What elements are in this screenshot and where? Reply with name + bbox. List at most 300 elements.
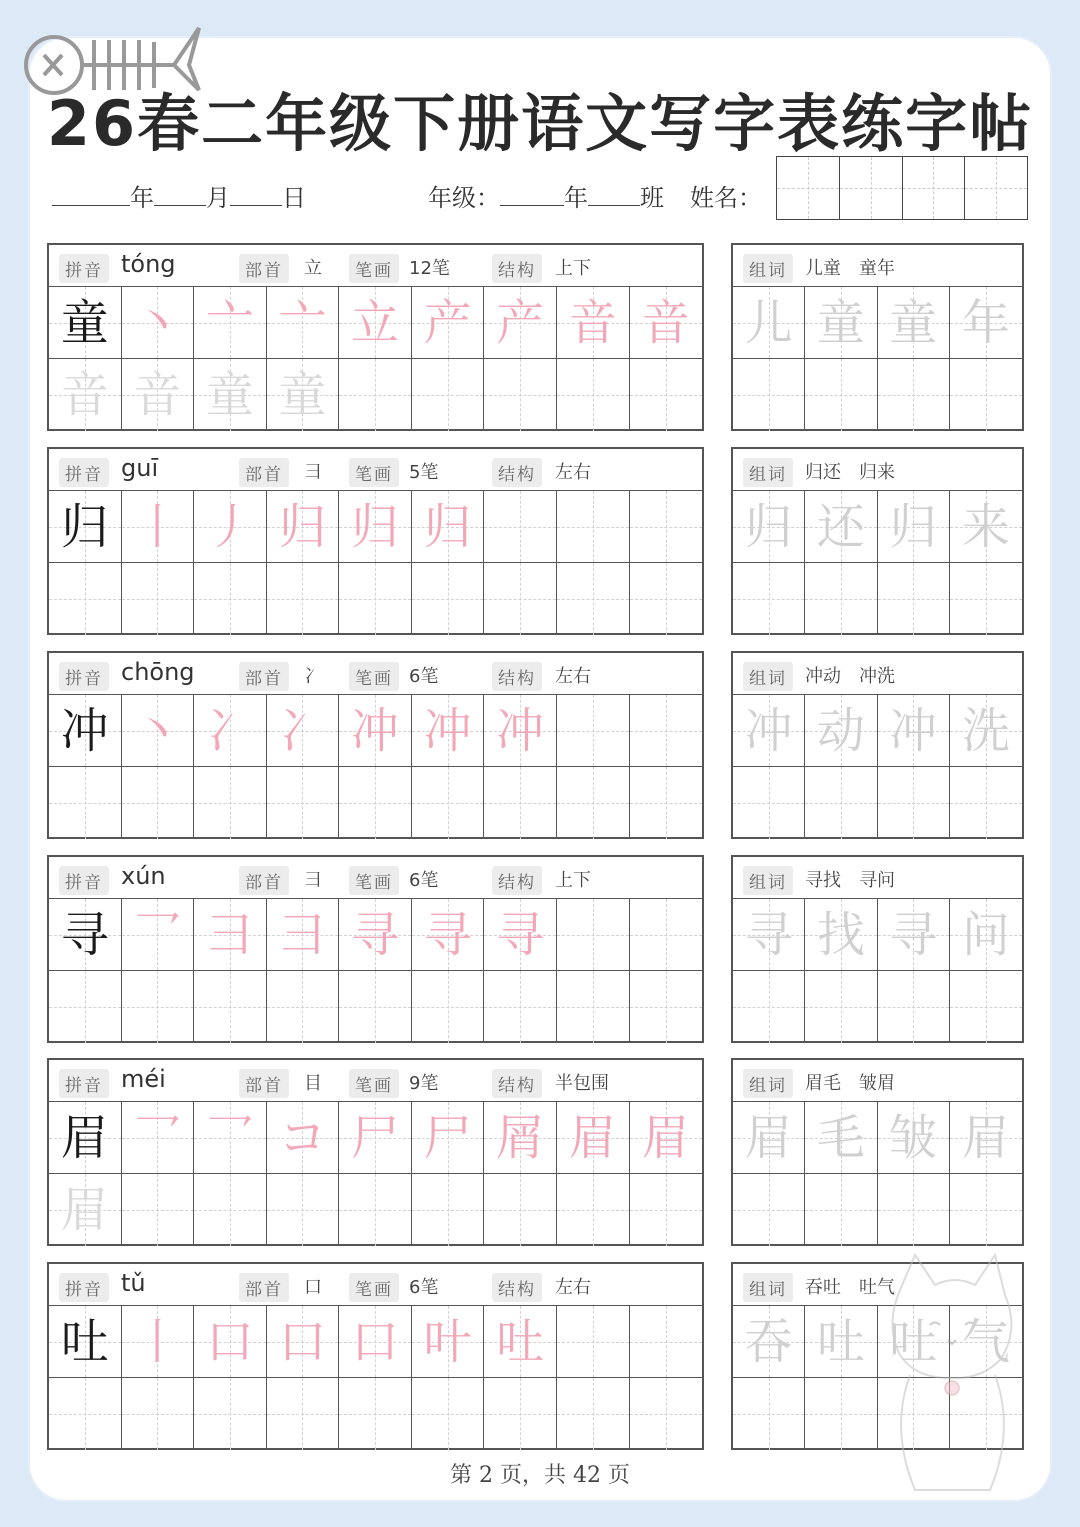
pinyin-value: tóng xyxy=(121,250,176,278)
stroke-trace: 归 xyxy=(278,498,327,555)
writing-cell[interactable] xyxy=(122,1306,195,1377)
structure-tag: 结构 xyxy=(492,1069,542,1098)
writing-cell[interactable] xyxy=(484,359,557,431)
writing-cell[interactable] xyxy=(267,971,340,1043)
stroke-trace: 寻 xyxy=(496,906,545,963)
writing-cell[interactable] xyxy=(412,1102,485,1173)
words-value: 寻找 寻问 xyxy=(805,870,895,891)
writing-cell[interactable] xyxy=(557,287,630,358)
word-cell[interactable] xyxy=(733,695,805,766)
word-cell[interactable] xyxy=(950,899,1022,970)
writing-cell[interactable] xyxy=(484,563,557,635)
day-label: 日 xyxy=(282,184,306,212)
structure-value: 左右 xyxy=(555,462,591,483)
writing-cell[interactable] xyxy=(339,1378,412,1450)
word-practice-grid xyxy=(731,651,1024,839)
stroke-trace: 冲 xyxy=(423,702,472,759)
writing-cell[interactable] xyxy=(267,695,340,766)
writing-cell[interactable] xyxy=(557,971,630,1043)
radical-tag: 部首 xyxy=(239,1069,289,1098)
stroke-trace: 口 xyxy=(278,1313,327,1370)
writing-cell[interactable] xyxy=(194,1306,267,1377)
practice-row xyxy=(49,767,702,839)
word-cell[interactable] xyxy=(878,491,950,562)
writing-cell[interactable] xyxy=(49,767,122,839)
writing-cell[interactable] xyxy=(339,359,412,431)
word-cell[interactable] xyxy=(950,491,1022,562)
writing-cell[interactable] xyxy=(194,359,267,431)
writing-cell[interactable] xyxy=(630,491,703,562)
practice-grid xyxy=(47,447,704,635)
stroke-trace: 吐 xyxy=(496,1313,545,1370)
pinyin-tag: 拼音 xyxy=(59,254,109,283)
pinyin-value: tǔ xyxy=(121,1269,146,1297)
model-character-cell xyxy=(49,491,122,562)
character-info xyxy=(49,857,702,899)
word-trace-character: 童 xyxy=(889,294,938,351)
word-cell[interactable] xyxy=(950,1102,1022,1173)
radical-value: 彐 xyxy=(304,870,322,891)
year-blank[interactable] xyxy=(52,181,130,206)
writing-cell[interactable] xyxy=(412,287,485,358)
writing-cell[interactable] xyxy=(557,695,630,766)
pinyin-value: guī xyxy=(121,454,159,482)
word-cell[interactable] xyxy=(805,971,877,1043)
stroke-trace: 叶 xyxy=(423,1313,472,1370)
writing-cell[interactable] xyxy=(194,491,267,562)
name-cell[interactable] xyxy=(840,157,903,219)
writing-cell[interactable] xyxy=(122,287,195,358)
writing-cell[interactable] xyxy=(49,1378,122,1450)
writing-cell[interactable] xyxy=(49,563,122,635)
writing-cell[interactable] xyxy=(339,491,412,562)
structure-tag: 结构 xyxy=(492,866,542,895)
writing-cell[interactable] xyxy=(122,563,195,635)
stroke-trace: 彐 xyxy=(205,906,254,963)
writing-cell[interactable] xyxy=(412,1174,485,1246)
writing-cell[interactable] xyxy=(267,1306,340,1377)
word-cell[interactable] xyxy=(733,287,805,358)
word-info xyxy=(733,653,1022,695)
writing-cell[interactable] xyxy=(267,1378,340,1450)
stroke-trace: 屑 xyxy=(496,1109,545,1166)
name-cell[interactable] xyxy=(965,157,1027,219)
structure-tag: 结构 xyxy=(492,1273,542,1302)
writing-cell[interactable] xyxy=(484,971,557,1043)
writing-cell[interactable] xyxy=(484,1306,557,1377)
word-trace-character: 毛 xyxy=(816,1109,865,1166)
stroke-trace: 口 xyxy=(351,1313,400,1370)
strokes-value: 9笔 xyxy=(409,1073,439,1094)
word-trace-character: 年 xyxy=(961,294,1010,351)
class-blank[interactable] xyxy=(588,181,640,206)
writing-cell[interactable] xyxy=(412,971,485,1043)
word-cell[interactable] xyxy=(733,1102,805,1173)
writing-cell[interactable] xyxy=(267,287,340,358)
practice-grid xyxy=(47,243,704,431)
writing-cell[interactable] xyxy=(557,1174,630,1246)
stroke-trace: 亠 xyxy=(278,294,327,351)
stroke-trace: 产 xyxy=(496,294,545,351)
writing-cell[interactable] xyxy=(194,563,267,635)
stroke-trace: 产 xyxy=(423,294,472,351)
stroke-trace: 丿 xyxy=(205,498,254,555)
word-cell[interactable] xyxy=(805,287,877,358)
word-practice-grid xyxy=(731,1058,1024,1246)
word-trace-character: 动 xyxy=(816,702,865,759)
writing-cell[interactable] xyxy=(194,767,267,839)
word-trace-character: 问 xyxy=(961,906,1010,963)
word-trace-character: 童 xyxy=(816,294,865,351)
character-info xyxy=(49,653,702,695)
writing-cell[interactable] xyxy=(630,563,703,635)
character-block xyxy=(47,447,1025,637)
writing-cell[interactable] xyxy=(484,1174,557,1246)
word-row xyxy=(733,563,1022,635)
writing-cell[interactable] xyxy=(267,491,340,562)
word-trace-character: 吐 xyxy=(816,1313,865,1370)
writing-cell[interactable] xyxy=(49,1174,122,1246)
writing-cell[interactable] xyxy=(630,359,703,431)
word-cell[interactable] xyxy=(733,563,805,635)
writing-cell[interactable] xyxy=(194,971,267,1043)
practice-row xyxy=(49,971,702,1043)
pinyin-value: méi xyxy=(121,1065,166,1093)
writing-cell[interactable] xyxy=(194,287,267,358)
writing-cell[interactable] xyxy=(339,899,412,970)
word-cell[interactable] xyxy=(733,971,805,1043)
writing-cell[interactable] xyxy=(194,1174,267,1246)
writing-cell[interactable] xyxy=(339,1102,412,1173)
writing-cell[interactable] xyxy=(412,695,485,766)
structure-value: 上下 xyxy=(555,258,591,279)
stroke-trace: 彐 xyxy=(278,906,327,963)
word-cell[interactable] xyxy=(878,899,950,970)
stroke-trace: 眉 xyxy=(641,1109,690,1166)
word-cell[interactable] xyxy=(733,767,805,839)
practice-grid xyxy=(47,651,704,839)
word-trace-character: 气 xyxy=(961,1313,1010,1370)
stroke-trace: 归 xyxy=(423,498,472,555)
words-tag: 组词 xyxy=(743,662,793,691)
writing-cell[interactable] xyxy=(412,563,485,635)
stroke-trace: 冲 xyxy=(351,702,400,759)
writing-cell[interactable] xyxy=(630,1306,703,1377)
word-row xyxy=(733,695,1022,767)
grade-label: 年级： xyxy=(428,184,500,212)
character-block xyxy=(47,855,1025,1045)
writing-cell[interactable] xyxy=(267,359,340,431)
word-cell[interactable] xyxy=(878,1102,950,1173)
practice-grid xyxy=(47,1262,704,1450)
word-cell[interactable] xyxy=(878,563,950,635)
stroke-trace: 口 xyxy=(205,1313,254,1370)
writing-cell[interactable] xyxy=(122,491,195,562)
writing-cell[interactable] xyxy=(630,695,703,766)
word-trace-character: 眉 xyxy=(961,1109,1010,1166)
stroke-trace: 音 xyxy=(641,294,690,351)
model-character: 吐 xyxy=(60,1313,109,1370)
writing-cell[interactable] xyxy=(484,899,557,970)
pinyin-tag: 拼音 xyxy=(59,662,109,691)
trace-character: 音 xyxy=(60,367,109,423)
word-cell[interactable] xyxy=(878,971,950,1043)
writing-cell[interactable] xyxy=(412,767,485,839)
word-cell[interactable] xyxy=(878,767,950,839)
pinyin-value: chōng xyxy=(121,658,195,686)
writing-cell[interactable] xyxy=(267,1102,340,1173)
word-cell[interactable] xyxy=(805,767,877,839)
writing-cell[interactable] xyxy=(267,899,340,970)
word-cell[interactable] xyxy=(950,695,1022,766)
writing-cell[interactable] xyxy=(630,767,703,839)
words-tag: 组词 xyxy=(743,1273,793,1302)
grade-blank[interactable] xyxy=(500,181,564,206)
strokes-value: 6笔 xyxy=(409,870,439,891)
writing-cell[interactable] xyxy=(122,767,195,839)
trace-character: 眉 xyxy=(60,1182,109,1238)
character-block xyxy=(47,1058,1025,1248)
writing-cell[interactable] xyxy=(339,971,412,1043)
writing-cell[interactable] xyxy=(557,1102,630,1173)
stroke-trace: 尸 xyxy=(423,1109,472,1166)
name-cell[interactable] xyxy=(903,157,966,219)
character-info xyxy=(49,1060,702,1102)
word-cell[interactable] xyxy=(805,695,877,766)
writing-cell[interactable] xyxy=(557,491,630,562)
word-cell[interactable] xyxy=(733,1378,805,1450)
writing-cell[interactable] xyxy=(484,695,557,766)
stroke-trace: 乛 xyxy=(133,906,182,963)
writing-cell[interactable] xyxy=(412,491,485,562)
pinyin-tag: 拼音 xyxy=(59,1069,109,1098)
word-practice-grid xyxy=(731,855,1024,1043)
word-trace-character: 吞 xyxy=(744,1313,793,1370)
pinyin-tag: 拼音 xyxy=(59,458,109,487)
words-tag: 组词 xyxy=(743,1069,793,1098)
trace-character: 音 xyxy=(133,367,182,423)
writing-cell[interactable] xyxy=(122,1174,195,1246)
word-cell[interactable] xyxy=(805,1174,877,1246)
words-tag: 组词 xyxy=(743,254,793,283)
strokes-value: 6笔 xyxy=(409,666,439,687)
character-block xyxy=(47,651,1025,841)
stroke-trace: 乛 xyxy=(133,1109,182,1166)
writing-cell[interactable] xyxy=(194,1378,267,1450)
word-row xyxy=(733,767,1022,839)
practice-row xyxy=(49,491,702,563)
practice-grid xyxy=(47,855,704,1043)
year-label: 年 xyxy=(130,184,154,212)
structure-tag: 结构 xyxy=(492,458,542,487)
pinyin-value: xún xyxy=(121,862,166,890)
stroke-trace: 归 xyxy=(351,498,400,555)
stroke-trace: 丨 xyxy=(133,498,182,555)
words-value: 归还 归来 xyxy=(805,462,895,483)
writing-cell[interactable] xyxy=(339,1306,412,1377)
word-cell[interactable] xyxy=(878,359,950,431)
writing-cell[interactable] xyxy=(412,1378,485,1450)
stroke-trace: 丶 xyxy=(133,702,182,759)
model-character-cell xyxy=(49,899,122,970)
writing-cell[interactable] xyxy=(630,1378,703,1450)
words-value: 眉毛 皱眉 xyxy=(805,1073,895,1094)
stroke-trace: 亠 xyxy=(205,294,254,351)
writing-cell[interactable] xyxy=(339,767,412,839)
word-trace-character: 寻 xyxy=(744,906,793,963)
radical-value: 目 xyxy=(304,1073,322,1094)
day-blank[interactable] xyxy=(230,181,282,206)
word-cell[interactable] xyxy=(878,695,950,766)
practice-row xyxy=(49,899,702,971)
strokes-tag: 笔画 xyxy=(349,458,399,487)
word-cell[interactable] xyxy=(805,1102,877,1173)
writing-cell[interactable] xyxy=(122,1378,195,1450)
writing-cell[interactable] xyxy=(484,1378,557,1450)
writing-cell[interactable] xyxy=(484,287,557,358)
writing-cell[interactable] xyxy=(267,563,340,635)
writing-cell[interactable] xyxy=(630,1102,703,1173)
model-character: 眉 xyxy=(60,1109,109,1166)
radical-tag: 部首 xyxy=(239,254,289,283)
word-row xyxy=(733,491,1022,563)
month-blank[interactable] xyxy=(154,181,206,206)
writing-cell[interactable] xyxy=(484,767,557,839)
word-practice-grid xyxy=(731,243,1024,431)
name-field[interactable] xyxy=(776,156,1028,220)
writing-cell[interactable] xyxy=(484,1102,557,1173)
writing-cell[interactable] xyxy=(557,767,630,839)
writing-cell[interactable] xyxy=(49,359,122,431)
writing-cell[interactable] xyxy=(630,971,703,1043)
writing-cell[interactable] xyxy=(484,491,557,562)
model-character: 童 xyxy=(60,294,109,351)
practice-row xyxy=(49,695,702,767)
stroke-trace: 尸 xyxy=(351,1109,400,1166)
writing-cell[interactable] xyxy=(194,695,267,766)
structure-tag: 结构 xyxy=(492,254,542,283)
word-row xyxy=(733,287,1022,359)
writing-cell[interactable] xyxy=(412,359,485,431)
word-info xyxy=(733,449,1022,491)
word-row xyxy=(733,359,1022,431)
word-trace-character: 还 xyxy=(816,498,865,555)
writing-cell[interactable] xyxy=(630,287,703,358)
stroke-trace: 寻 xyxy=(351,906,400,963)
word-trace-character: 归 xyxy=(889,498,938,555)
writing-cell[interactable] xyxy=(339,287,412,358)
word-cell[interactable] xyxy=(733,359,805,431)
writing-cell[interactable] xyxy=(412,899,485,970)
trace-character: 童 xyxy=(278,367,327,423)
writing-cell[interactable] xyxy=(122,1102,195,1173)
writing-cell[interactable] xyxy=(194,899,267,970)
words-tag: 组词 xyxy=(743,866,793,895)
word-cell[interactable] xyxy=(805,359,877,431)
writing-cell[interactable] xyxy=(339,695,412,766)
practice-row xyxy=(49,1378,702,1450)
word-row xyxy=(733,1174,1022,1246)
stroke-trace: 丨 xyxy=(133,1313,182,1370)
radical-tag: 部首 xyxy=(239,1273,289,1302)
writing-cell[interactable] xyxy=(557,359,630,431)
word-cell[interactable] xyxy=(733,1306,805,1377)
model-character-cell xyxy=(49,287,122,358)
grade-line xyxy=(428,178,664,213)
structure-value: 上下 xyxy=(555,870,591,891)
word-cell[interactable] xyxy=(950,359,1022,431)
word-cell[interactable] xyxy=(878,287,950,358)
word-cell[interactable] xyxy=(805,563,877,635)
radical-value: 口 xyxy=(304,1277,322,1298)
word-cell[interactable] xyxy=(950,1174,1022,1246)
model-character: 冲 xyxy=(60,702,109,759)
writing-cell[interactable] xyxy=(412,1306,485,1377)
writing-cell[interactable] xyxy=(122,899,195,970)
page-footer: 第 2 页，共 42 页 xyxy=(450,1463,630,1488)
writing-cell[interactable] xyxy=(557,563,630,635)
model-character-cell xyxy=(49,1102,122,1173)
word-cell[interactable] xyxy=(733,899,805,970)
word-cell[interactable] xyxy=(805,899,877,970)
word-trace-character: 儿 xyxy=(744,294,793,351)
radical-tag: 部首 xyxy=(239,458,289,487)
trace-character: 童 xyxy=(205,367,254,423)
word-cell[interactable] xyxy=(733,1174,805,1246)
words-value: 吞吐 吐气 xyxy=(805,1277,895,1298)
practice-row xyxy=(49,287,702,359)
writing-cell[interactable] xyxy=(49,971,122,1043)
class-label: 班 xyxy=(640,184,664,212)
month-label: 月 xyxy=(206,184,230,212)
word-cell[interactable] xyxy=(950,563,1022,635)
word-cell[interactable] xyxy=(733,491,805,562)
writing-cell[interactable] xyxy=(122,695,195,766)
word-cell[interactable] xyxy=(950,767,1022,839)
name-cell[interactable] xyxy=(777,157,840,219)
strokes-value: 6笔 xyxy=(409,1277,439,1298)
strokes-tag: 笔画 xyxy=(349,866,399,895)
writing-cell[interactable] xyxy=(122,971,195,1043)
writing-cell[interactable] xyxy=(339,563,412,635)
word-trace-character: 冲 xyxy=(744,702,793,759)
word-trace-character: 吐 xyxy=(889,1313,938,1370)
writing-cell[interactable] xyxy=(339,1174,412,1246)
strokes-value: 5笔 xyxy=(409,462,439,483)
word-cell[interactable] xyxy=(805,491,877,562)
writing-cell[interactable] xyxy=(194,1102,267,1173)
writing-cell[interactable] xyxy=(630,899,703,970)
word-cell[interactable] xyxy=(878,1174,950,1246)
writing-cell[interactable] xyxy=(557,1306,630,1377)
writing-cell[interactable] xyxy=(267,767,340,839)
writing-cell[interactable] xyxy=(557,899,630,970)
strokes-tag: 笔画 xyxy=(349,662,399,691)
model-character-cell xyxy=(49,1306,122,1377)
stroke-trace: 冫 xyxy=(205,702,254,759)
writing-cell[interactable] xyxy=(267,1174,340,1246)
word-cell[interactable] xyxy=(950,971,1022,1043)
word-trace-character: 归 xyxy=(744,498,793,555)
word-cell[interactable] xyxy=(950,287,1022,358)
character-block xyxy=(47,243,1025,433)
model-character: 归 xyxy=(60,498,109,555)
writing-cell[interactable] xyxy=(122,359,195,431)
writing-cell[interactable] xyxy=(630,1174,703,1246)
word-row xyxy=(733,899,1022,971)
word-trace-character: 找 xyxy=(816,906,865,963)
writing-cell[interactable] xyxy=(557,1378,630,1450)
